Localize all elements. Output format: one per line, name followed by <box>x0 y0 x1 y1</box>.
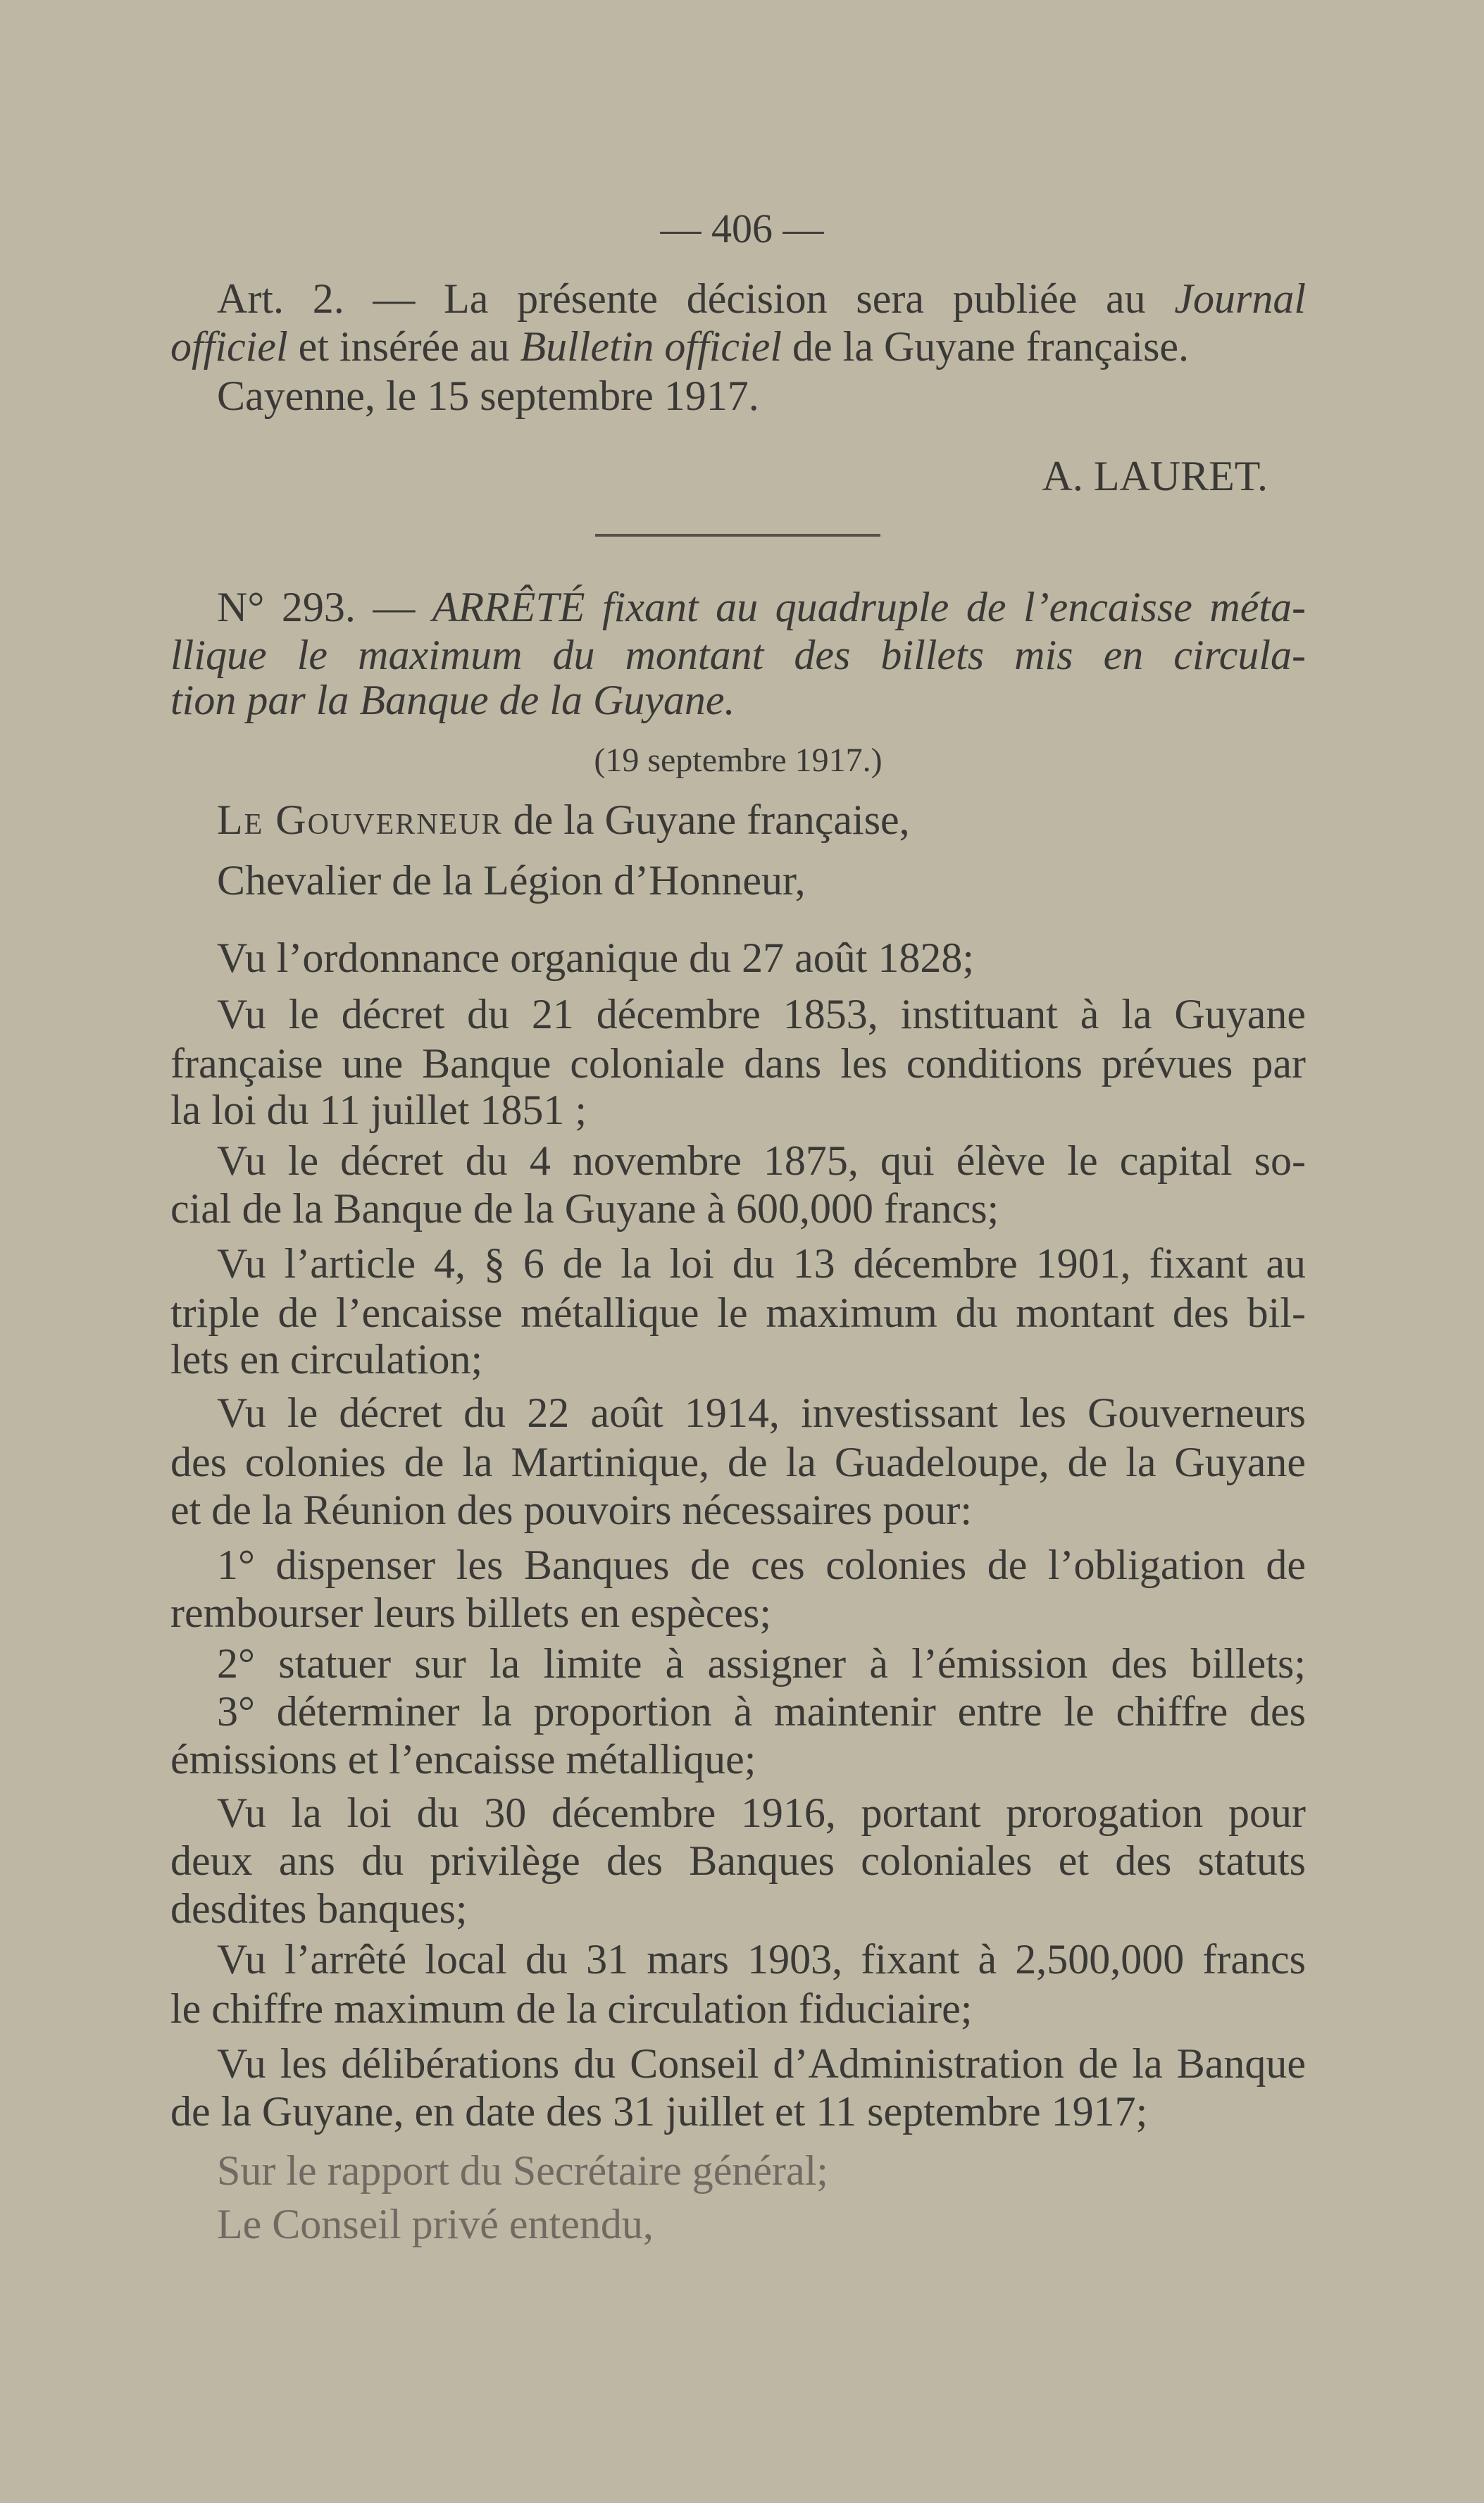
arrete-title: ARRÊTÉ fixant au quadruple de l’encaisse méta- <box>432 584 1306 630</box>
body-line: rembourser leurs billets en espèces; <box>170 1590 772 1636</box>
body-line: Vu l’ordonnance organique du 27 août 1828; <box>217 935 975 981</box>
chevalier-line: Chevalier de la Légion d’Honneur, <box>217 857 806 904</box>
gouverneur-title: Le Gouverneur <box>217 797 503 843</box>
arrete-title-line-2: llique le maximum du montant des billets mis en circula- <box>170 632 1306 678</box>
journal-title: Journal <box>1174 275 1306 322</box>
bulletin-title: Bulletin officiel <box>520 323 782 370</box>
signature: A. LAURET. <box>1042 453 1268 499</box>
gouverneur-rest: de la Guyane française, <box>502 797 910 843</box>
body-line: cial de la Banque de la Guyane à 600,000 francs; <box>170 1185 999 1232</box>
officiel-word: officiel <box>170 323 288 370</box>
body-line: des colonies de la Martinique, de la Guadeloupe, de la Guyane <box>170 1439 1306 1485</box>
body-line: Vu l’article 4, § 6 de la loi du 13 décembre 1901, fixant au <box>217 1240 1306 1287</box>
place-date: Cayenne, le 15 septembre 1917. <box>217 373 759 419</box>
body-line: desdites banques; <box>170 1885 468 1932</box>
arrete-date: (19 septembre 1917.) <box>594 742 883 779</box>
body-line: Le Conseil privé entendu, <box>217 2201 654 2247</box>
art2-line-1 <box>170 273 1306 324</box>
art2-text: Art. 2. — La présente décision sera publiée au <box>217 275 1175 322</box>
art2-text: et insérée au <box>287 323 520 370</box>
section-divider <box>595 534 880 537</box>
body-line: française une Banque coloniale dans les conditions prévues par <box>170 1040 1306 1087</box>
body-line: 1° dispenser les Banques de ces colonies de l’obligation de <box>217 1542 1306 1588</box>
body-line: 2° statuer sur la limite à assigner à l’émission des billets; <box>217 1640 1306 1687</box>
body-line: le chiffre maximum de la circulation fiduciaire; <box>170 1985 973 2032</box>
body-line: Vu le décret du 21 décembre 1853, instituant à la Guyane <box>217 991 1306 1037</box>
gouverneur-line <box>170 794 1306 845</box>
arrete-number: N° 293. — <box>217 584 432 630</box>
art2-text: de la Guyane française. <box>782 323 1190 370</box>
body-line: émissions et l’encaisse métallique; <box>170 1736 756 1783</box>
body-line: de la Guyane, en date des 31 juillet et 11 septembre 1917; <box>170 2088 1148 2135</box>
body-line: Vu l’arrêté local du 31 mars 1903, fixant à 2,500,000 francs <box>217 1936 1306 1983</box>
body-line: Vu la loi du 30 décembre 1916, portant prorogation pour <box>217 1790 1306 1836</box>
page-number: — 406 — <box>660 206 824 251</box>
arrete-title-line-1 <box>170 582 1306 632</box>
body-line: Vu le décret du 4 novembre 1875, qui élève le capital so- <box>217 1137 1306 1184</box>
body-line: deux ans du privilège des Banques coloniales et des statuts <box>170 1837 1306 1884</box>
body-line: lets en circulation; <box>170 1336 483 1382</box>
body-line: triple de l’encaisse métallique le maximum du montant des bil- <box>170 1290 1306 1336</box>
body-line: Vu le décret du 22 août 1914, investissant les Gouverneurs <box>217 1390 1306 1436</box>
body-line: Sur le rapport du Secrétaire général; <box>217 2147 828 2194</box>
arrete-title-line-3: tion par la Banque de la Guyane. <box>170 677 735 723</box>
art2-line-2 <box>170 321 1306 372</box>
body-line: et de la Réunion des pouvoirs nécessaires pour: <box>170 1487 973 1533</box>
body-line: 3° déterminer la proportion à maintenir entre le chiffre des <box>217 1688 1306 1735</box>
body-line: la loi du 11 juillet 1851 ; <box>170 1087 587 1133</box>
body-line: Vu les délibérations du Conseil d’Administration de la Banque <box>217 2040 1306 2087</box>
